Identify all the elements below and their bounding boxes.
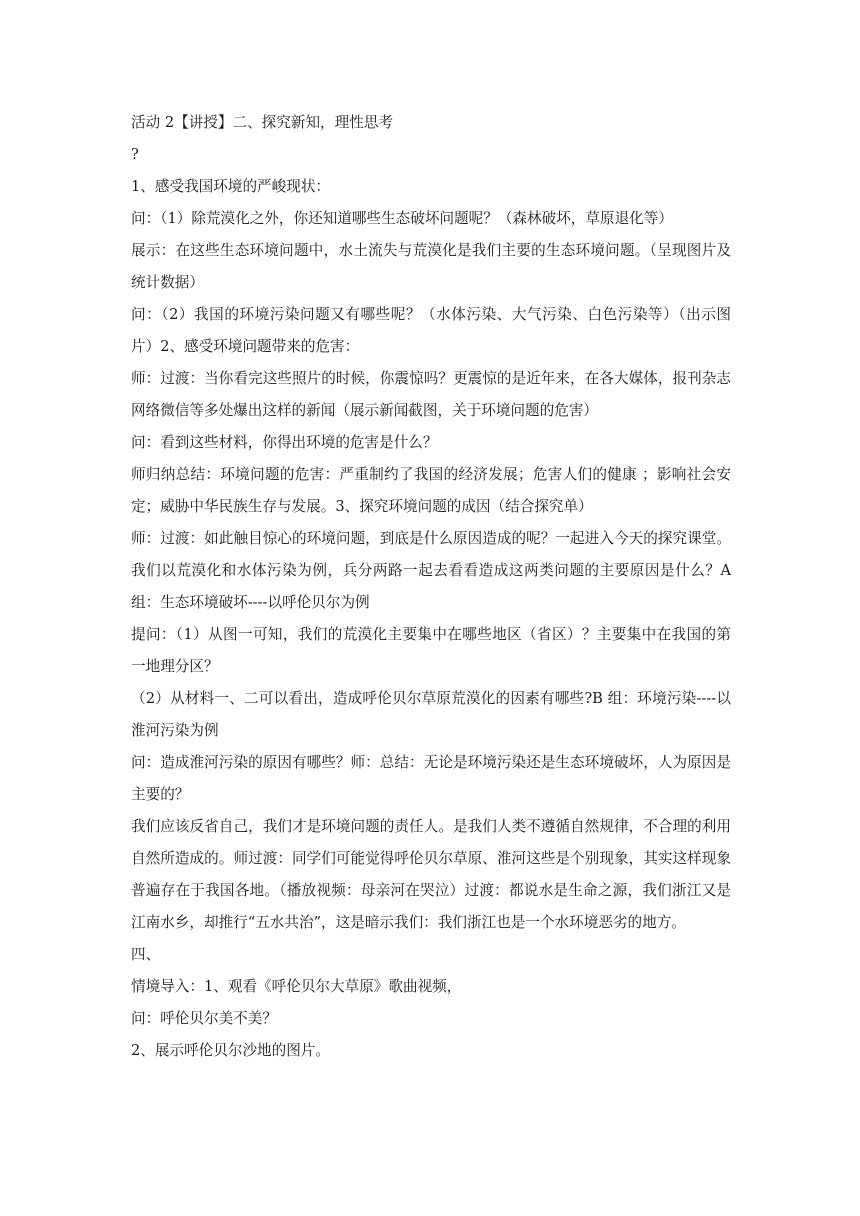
desert-image-paragraph: 2、展示呼伦贝尔沙地的图片。 (131, 1042, 331, 1059)
teacher-transition-paragraph: 师：过渡：当你看完这些照片的时候，你震惊吗？更震惊的是近年来，在各大媒体，报刊杂志网络微信等多处爆出这样的新闻（展示新闻截图，关于环境问题的危害） (131, 370, 731, 419)
section-4-heading: 四、 (131, 946, 161, 963)
activity-heading: 活动 2【讲授】二、探究新知，理性思考 (131, 114, 394, 131)
question-mark-line: ? (131, 146, 139, 163)
display-paragraph: 展示：在这些生态环境问题中，水土流失与荒漠化是我们主要的生态环境问题。（呈现图片及统计数据） (131, 242, 731, 291)
section-1-heading: 1、感受我国环境的严峻现状： (131, 178, 331, 195)
scenario-intro-paragraph: 情境导入：1、观看《呼伦贝尔大草原》歌曲视频， (131, 978, 462, 995)
teacher-summary-paragraph: 师归纳总结：环境问题的危害：严重制约了我国的经济发展；危害人们的健康 ；影响社会安定；威胁中华民族生存与发展。3、探究环境问题的成因（结合探究单） (131, 466, 731, 515)
document-body (131, 107, 731, 1067)
beauty-question-paragraph: 问：呼伦贝尔美不美？ (131, 1010, 277, 1027)
cause-transition-paragraph: 师：过渡：如此触目惊心的环境问题，到底是什么原因造成的呢？一起进入今天的探究课堂。我们以荒漠化和水体污染为例，兵分两路一起去看看造成这两类问题的主要原因是什么？A 组：生态环境破坏----以呼伦贝尔为例 (131, 530, 731, 611)
question-2-paragraph: 问：（2）我国的环境污染问题又有哪些呢？（水体污染、大气污染、白色污染等）（出示图片）2、感受环境问题带来的危害： (131, 306, 731, 355)
reflection-paragraph: 我们应该反省自己，我们才是环境问题的责任人。是我们人类不遵循自然规律，不合理的利用自然所造成的。师过渡：同学们可能觉得呼伦贝尔草原、淮河这些是个别现象，其实这样现象普遍存在于我国各地。（播放视频：母亲河在哭泣）过渡：都说水是生命之源，我们浙江又是江南水乡，却推行“五水共治”，这是暗示我们：我们浙江也是一个水环境恶劣的地方。 (131, 818, 731, 931)
question-harm-paragraph: 问：看到这些材料，你得出环境的危害是什么？ (131, 434, 438, 451)
huaihe-question-paragraph: 问：造成淮河污染的原因有哪些？师：总结：无论是环境污染还是生态环境破坏，人为原因是主要的？ (131, 754, 731, 803)
group-a-question-paragraph: 提问：（1）从图一可知，我们的荒漠化主要集中在哪些地区（省区）？主要集中在我国的第一地理分区？ (131, 626, 731, 675)
question-1-paragraph: 问：（1）除荒漠化之外，你还知道哪些生态破坏问题呢？（森林破坏，草原退化等） (131, 210, 673, 227)
group-b-paragraph: （2）从材料一、二可以看出，造成呼伦贝尔草原荒漠化的因素有哪些?B 组：环境污染----以淮河污染为例 (131, 690, 731, 739)
